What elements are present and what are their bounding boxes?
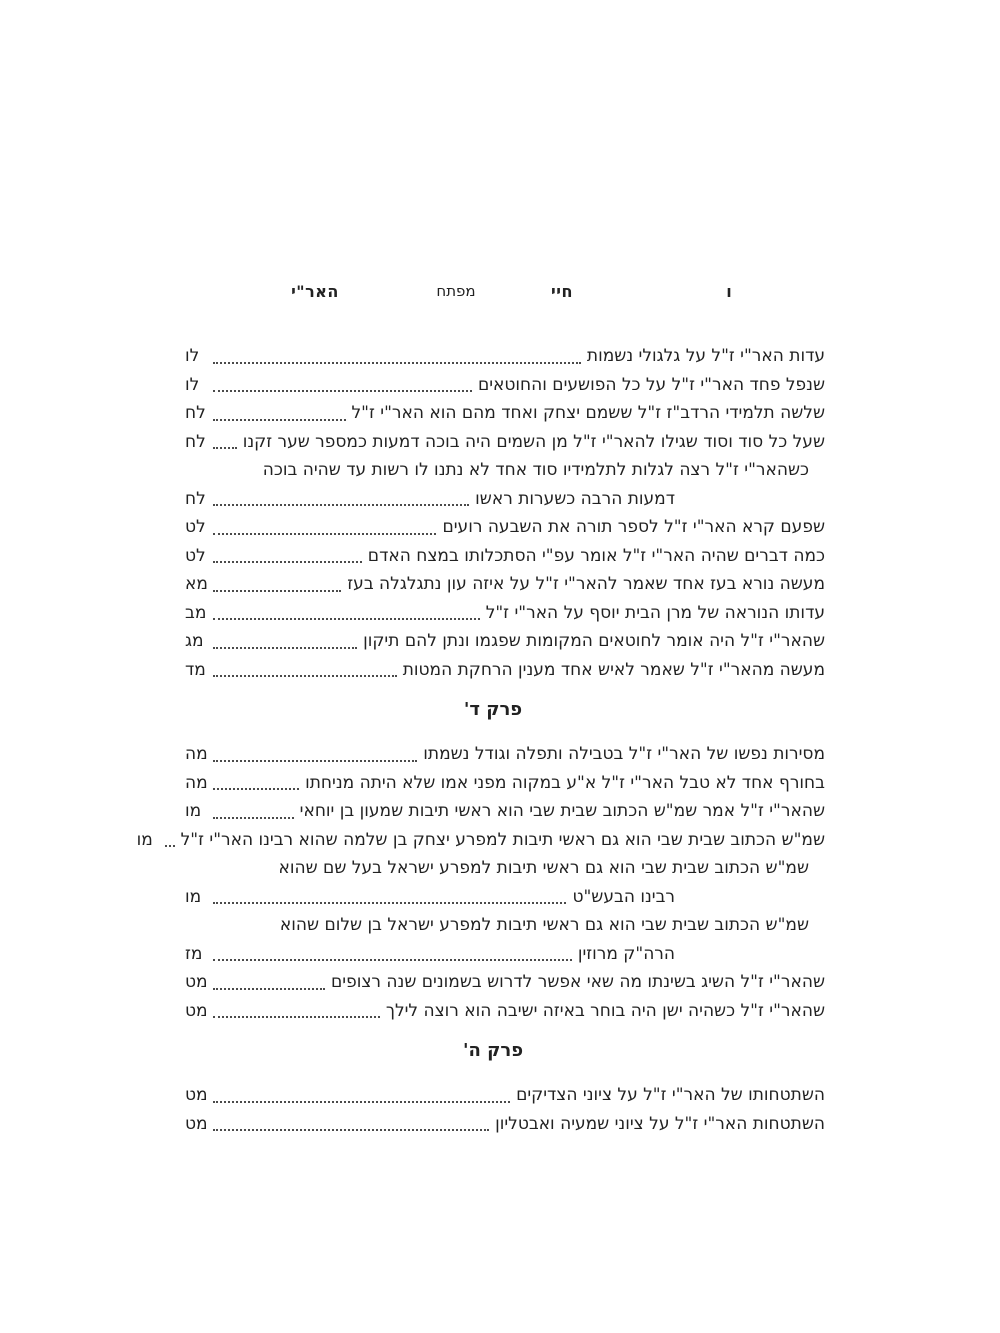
toc-entry xyxy=(185,940,825,969)
toc-entry-text: שפעם קרא האר"י ז"ל לספר תורה את השבעה רועים xyxy=(442,517,825,537)
header-title-left: האר"י xyxy=(291,282,339,301)
chapter-heading: פרק ה' xyxy=(462,1040,524,1061)
toc-entry xyxy=(185,428,825,457)
toc-entry-text: שהאר"י ז"ל כשהיה ישן היה בוחר באיזה ישיבה הוא רוצה לילך xyxy=(385,1000,825,1021)
toc-entry xyxy=(185,769,825,798)
toc-entry xyxy=(185,399,825,428)
chapter-heading: פרק ד' xyxy=(463,699,523,720)
toc-page-number: לו xyxy=(185,374,200,395)
toc-page-number: מו xyxy=(185,801,202,821)
toc-entry xyxy=(185,968,825,997)
dot-leader xyxy=(213,988,325,990)
toc-page-number: מד xyxy=(185,659,206,680)
text-block xyxy=(136,282,825,1138)
toc-page-number: מא xyxy=(185,574,208,594)
folio-number: ו xyxy=(726,282,732,301)
dot-leader xyxy=(213,1101,510,1103)
running-header xyxy=(185,282,825,306)
toc-entry xyxy=(185,627,825,656)
toc-entry-text: שנפל פחד האר"י ז"ל על כל הפושעים והחוטאים xyxy=(477,374,825,395)
toc-entry-continued-text: כשהאר"י ז"ל רצה לגלות לתלמידיו סוד אחד לא נתנו לו רשות עד שהיה בוכה xyxy=(262,460,809,480)
toc-page-number: מט xyxy=(185,1085,208,1105)
toc-entry-text: שהאר"י ז"ל השיג בשינתו מה שאי אפשר לדרוש בשמונים שנה רצופים xyxy=(331,972,825,992)
header-index-label: מפתח xyxy=(436,282,476,300)
dot-leader xyxy=(213,419,346,421)
dot-leader xyxy=(213,362,581,364)
toc-entry xyxy=(185,485,825,514)
toc-entry-text: מעשה נורא בעז אחד שאמר להאר"י ז"ל על איזה עון נתגלגלה בעז xyxy=(347,574,825,594)
toc-entry xyxy=(185,599,825,628)
toc-page-number: לו xyxy=(185,346,200,366)
dot-leader xyxy=(213,647,357,649)
toc-page-number: מו xyxy=(185,886,202,907)
toc-entry-text: בחורף אחד לא טבל האר"י ז"ל א"ע במקוה מפני אמו שלא היתה מניחתו xyxy=(305,772,825,793)
dot-leader xyxy=(213,533,436,535)
toc-entry-text: השתטחותו של האר"י ז"ל על ציוני הצדיקים xyxy=(516,1085,825,1105)
dot-leader xyxy=(213,1129,489,1131)
toc-entry-continued-text: שמ"ש הכתוב שבית שבי הוא גם ראשי תיבות למפרע ישראל בן שלום שהוא xyxy=(279,915,809,935)
toc-entry xyxy=(185,797,825,826)
toc-entry xyxy=(185,656,825,685)
toc-entry-text: עדות האר"י ז"ל על גלגולי נשמות xyxy=(586,346,825,366)
dot-leader xyxy=(213,447,237,449)
dot-leader xyxy=(213,817,294,819)
toc-entry-text: שהאר"י ז"ל היה אומר לחוטאים המקומות שפגמו ונתן להם תיקון xyxy=(363,631,825,651)
table-of-contents xyxy=(136,342,825,1138)
toc-entry xyxy=(136,826,825,855)
toc-entry-text: כמה דברים שהיה האר"י ז"ל אומר עפ"י הסתכלותו במצח האדם xyxy=(367,545,825,566)
header-title-right: חיי xyxy=(551,282,573,301)
toc-entry-text: עדותו הנוראה של מרן הבית יוסף על האר"י ז"ל xyxy=(485,602,825,623)
toc-entry-text: רבינו הבעש"ט xyxy=(572,886,675,907)
toc-entry xyxy=(185,1081,825,1110)
toc-entry-continued-text: שמ"ש הכתוב שבית שבי הוא גם ראשי תיבות למפרע ישראל בעל שם שהוא xyxy=(278,858,809,878)
dot-leader xyxy=(213,1016,380,1018)
toc-entry-text: השתטחות האר"י ז"ל על ציוני שמעיה ואבטליון xyxy=(495,1113,825,1134)
toc-entry-text: שלשה תלמידי הרדב"ז ז"ל ששמם יצחק ואחד מהם הוא האר"י ז"ל xyxy=(351,403,825,423)
toc-entry-text: שעל כל סוד וסוד שגילו להאר"י ז"ל מן השמים היה בוכה דמעות כמספר שער זקנו xyxy=(242,431,825,452)
toc-entry-text: מעשה מהאר"י ז"ל שאמר לאיש אחד מענין הרחקת המטות xyxy=(402,659,825,680)
toc-page-number: מז xyxy=(185,943,203,964)
toc-entry xyxy=(185,740,825,769)
toc-entry xyxy=(185,513,825,542)
toc-entry xyxy=(185,570,825,599)
toc-page-number: לח xyxy=(185,403,206,423)
toc-page-number: לח xyxy=(185,431,206,452)
dot-leader xyxy=(213,760,417,762)
toc-entry xyxy=(185,1110,825,1139)
toc-entry xyxy=(185,542,825,571)
toc-entry-text: דמעות הרבה כשערות ראשו xyxy=(475,488,675,509)
toc-page-number: מה xyxy=(185,744,208,764)
toc-page-number: מט xyxy=(185,1113,208,1134)
dot-leader xyxy=(213,390,472,392)
toc-entry-text: שהאר"י ז"ל אמר שמ"ש הכתוב שבית שבי הוא ראשי תיבות שמעון בן יוחאי xyxy=(299,801,825,821)
dot-leader xyxy=(213,788,299,790)
toc-page-number: מט xyxy=(185,1000,208,1021)
dot-leader xyxy=(165,845,175,847)
toc-page-number: לח xyxy=(185,488,206,509)
toc-page-number: מה xyxy=(185,772,208,793)
toc-page-number: מב xyxy=(185,602,207,623)
dot-leader xyxy=(213,959,572,961)
toc-page-number: לט xyxy=(185,517,206,537)
dot-leader xyxy=(213,504,469,506)
dot-leader xyxy=(213,590,341,592)
toc-page-number: מט xyxy=(185,972,208,992)
toc-entry xyxy=(185,371,825,400)
dot-leader xyxy=(213,561,362,563)
toc-page-number: מו xyxy=(136,829,153,850)
toc-page-number: לט xyxy=(185,545,206,566)
toc-entry-text: הרה"ק מרוזין xyxy=(577,943,675,964)
toc-entry xyxy=(185,342,825,371)
toc-entry xyxy=(185,997,825,1026)
toc-entry xyxy=(185,883,825,912)
dot-leader xyxy=(213,902,566,904)
toc-page-number: מג xyxy=(185,631,204,651)
toc-entry-text: מסירות נפשו של האר"י ז"ל בטבילה ותפלה וגודל נשמתו xyxy=(423,744,825,764)
toc-entry-text: שמ"ש הכתוב שבית שבי הוא גם ראשי תיבות למפרע יצחק בן שלמה שהוא רבינו האר"י ז"ל xyxy=(180,829,825,850)
dot-leader xyxy=(213,675,397,677)
dot-leader xyxy=(213,618,480,620)
